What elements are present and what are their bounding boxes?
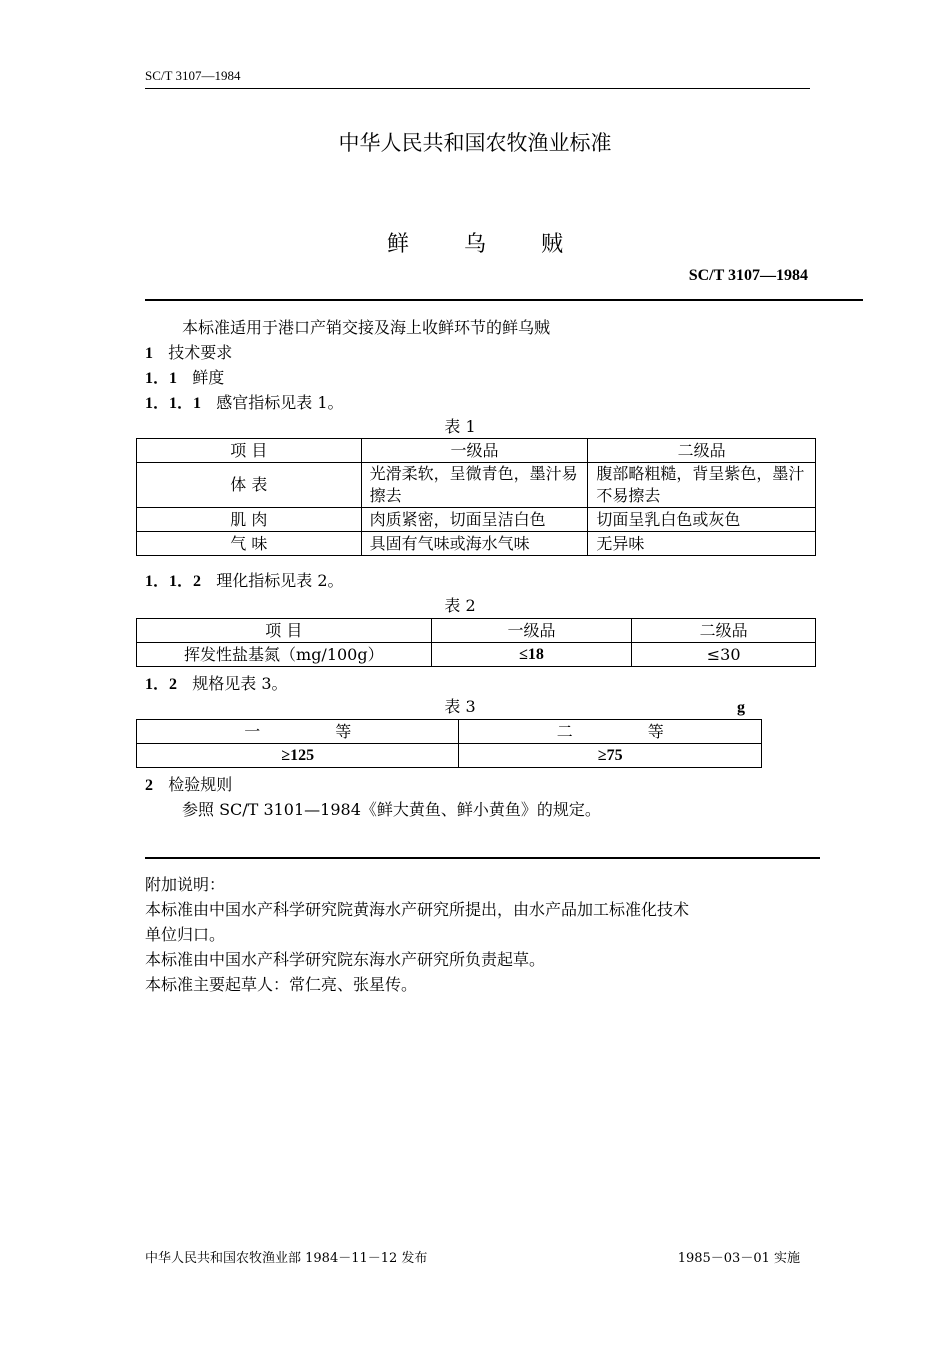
- table-cell: 无异味: [588, 532, 816, 556]
- table-row: [137, 463, 816, 508]
- notes-line: 本标准由中国水产科学研究院东海水产研究所负责起草。: [145, 950, 546, 969]
- table-cell: 光滑柔软，呈微青色，墨汁易擦去: [361, 463, 588, 508]
- table-2-caption: 表 2: [444, 596, 476, 615]
- table-header-cell: 一 等: [137, 720, 459, 744]
- table-row: [137, 744, 762, 768]
- organization-title: 中华人民共和国农牧渔业标准: [338, 131, 612, 155]
- section-text: 检验规则: [168, 775, 233, 794]
- table-cell: 具固有气味或海水气味: [361, 532, 588, 556]
- issue-date: 中华人民共和国农牧渔业部 1984－11－12 发布: [145, 1251, 428, 1266]
- table-cell: 腹部略粗糙，背呈紫色，墨汁不易擦去: [588, 463, 816, 508]
- table-3-unit: g: [737, 699, 745, 716]
- table-cell: 气 味: [137, 532, 362, 556]
- scope-paragraph: 本标准适用于港口产销交接及海上收鲜环节的鲜乌贼: [182, 318, 551, 337]
- table-header-row: [137, 619, 816, 643]
- notes-line: 本标准由中国水产科学研究院黄海水产研究所提出，由水产品加工标准化技术: [145, 900, 690, 919]
- section-number: 1: [145, 345, 153, 362]
- section-text: 技术要求: [168, 343, 233, 362]
- header-rule: [145, 88, 810, 89]
- section-text: 鲜度: [192, 368, 225, 387]
- table-cell: ≤18: [431, 643, 632, 667]
- section-number: 1．2: [145, 676, 178, 693]
- section-text: 规格见表 3。: [192, 674, 288, 693]
- notes-line: 单位归口。: [145, 925, 226, 944]
- section-2-heading: [145, 774, 232, 797]
- table-row: [137, 532, 816, 556]
- section-number: 1．1．1: [145, 395, 202, 412]
- header-code: SC/T 3107—1984: [145, 68, 241, 83]
- section-number: 1．1: [145, 370, 178, 387]
- table-row: [137, 508, 816, 532]
- table-cell: 挥发性盐基氮（mg/100g）: [137, 643, 432, 667]
- table-cell: 体 表: [137, 463, 362, 508]
- title-rule: [145, 299, 863, 301]
- table-cell: ≥125: [137, 744, 459, 768]
- section-1-1-1-heading: [145, 392, 344, 415]
- section-1-2-heading: [145, 673, 288, 696]
- notes-heading: 附加说明：: [145, 875, 226, 894]
- effective-date: 1985－03－01 实施: [677, 1251, 800, 1266]
- table-header-row: [137, 720, 762, 744]
- table-cell: ≤30: [632, 643, 816, 667]
- section-1-1-2-heading: [145, 570, 344, 593]
- table-2: [136, 618, 816, 667]
- table-header-cell: 项 目: [137, 619, 432, 643]
- section-2-body: 参照 SC/T 3101—1984《鲜大黄鱼、鲜小黄鱼》的规定。: [182, 800, 601, 819]
- table-1: [136, 438, 816, 556]
- table-header-cell: 一级品: [361, 439, 588, 463]
- table-header-cell: 二级品: [632, 619, 816, 643]
- table-3: [136, 719, 762, 768]
- section-1-heading: [145, 342, 232, 365]
- section-text: 感官指标见表 1。: [216, 393, 344, 412]
- table-header-cell: 二级品: [588, 439, 816, 463]
- table-header-cell: 二 等: [459, 720, 762, 744]
- notes-rule: [145, 857, 820, 859]
- section-text: 理化指标见表 2。: [216, 571, 344, 590]
- table-row: [137, 643, 816, 667]
- table-header-row: [137, 439, 816, 463]
- section-number: 1．1．2: [145, 573, 202, 590]
- table-3-caption: 表 3: [444, 697, 476, 716]
- section-number: 2: [145, 777, 153, 794]
- table-cell: 肌 肉: [137, 508, 362, 532]
- table-1-caption: 表 1: [444, 417, 476, 436]
- table-cell: 切面呈乳白色或灰色: [588, 508, 816, 532]
- notes-line: 本标准主要起草人：常仁亮、张星传。: [145, 975, 418, 994]
- table-header-cell: 项 目: [137, 439, 362, 463]
- document-title: 鲜 乌 贼: [387, 232, 587, 257]
- table-cell: 肉质紧密，切面呈洁白色: [361, 508, 588, 532]
- standard-number: SC/T 3107—1984: [688, 267, 808, 284]
- table-cell: ≥75: [459, 744, 762, 768]
- section-1-1-heading: [145, 367, 224, 390]
- table-header-cell: 一级品: [431, 619, 632, 643]
